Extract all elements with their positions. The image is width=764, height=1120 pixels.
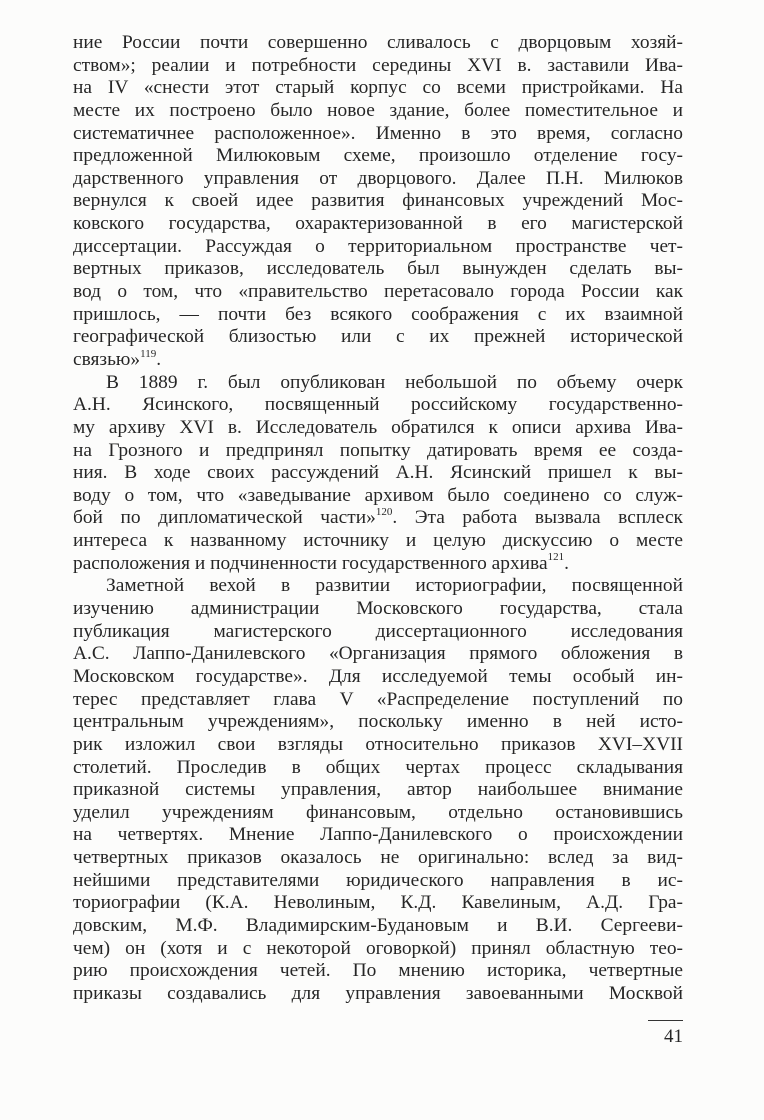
text-segment: расположения и подчиненности государственного архива (73, 552, 548, 574)
text-segment: му архиву XVI в. Исследователь обратился к описи архива Ива- (73, 416, 683, 438)
footnote-reference: 121 (547, 551, 565, 564)
text-line (73, 190, 683, 213)
text-segment: уделил учреждениям финансовым, отдельно остановившись (73, 801, 683, 823)
text-line (73, 711, 683, 734)
text-line (73, 870, 683, 893)
text-segment: ством»; реалии и потребности середины XVI в. заставили Ива- (73, 54, 683, 76)
text-segment: приказы создавались для управления завоеванными Москвой (73, 982, 683, 1004)
text-segment: географической близостью или с их прежней исторической (73, 326, 683, 348)
text-line (73, 258, 683, 281)
text-segment: на Грозного и предпринял попытку датировать время ее созда- (73, 439, 683, 461)
text-line (73, 666, 683, 689)
paragraph (73, 32, 683, 372)
text-segment: ковского государства, охарактеризованной в его магистерской (73, 213, 683, 235)
text-line (73, 621, 683, 644)
text-line (73, 960, 683, 983)
text-line (73, 643, 683, 666)
text-line (73, 938, 683, 961)
text-segment: Московском государстве». Для исследуемой темы особый ин- (73, 665, 683, 687)
footnote-reference: 119 (140, 347, 157, 360)
text-line (73, 394, 683, 417)
text-line (73, 530, 683, 553)
text-segment: терес представляет глава V «Распределение поступлений по (73, 688, 683, 710)
text-line (73, 779, 683, 802)
text-line (73, 326, 683, 349)
text-line (73, 734, 683, 757)
text-segment: . (156, 348, 162, 370)
text-segment: диссертации. Рассуждая о территориальном пространстве чет- (73, 235, 683, 257)
text-line (73, 575, 683, 598)
text-segment: систематичнее расположенное». Именно в это время, согласно (73, 122, 683, 144)
text-line (73, 507, 683, 530)
text-segment: бой по дипломатической части» (73, 507, 376, 529)
text-line (73, 462, 683, 485)
text-line (73, 440, 683, 463)
text-line (73, 349, 683, 372)
text-segment: вернулся к своей идее развития финансовых учреждений Мос- (73, 190, 683, 212)
text-line (73, 32, 683, 55)
text-segment: довским, М.Ф. Владимирским-Будановым и В.И. Сергееви- (73, 914, 683, 936)
text-line (73, 123, 683, 146)
text-line (73, 145, 683, 168)
text-line (73, 485, 683, 508)
text-line (73, 689, 683, 712)
text-segment: рию происхождения четей. По мнению историка, четвертные (73, 960, 683, 982)
text-segment: воду о том, что «заведывание архивом было соединено со служ- (73, 484, 683, 506)
text-segment: предложенной Милюковым схеме, произошло отделение госу- (73, 145, 683, 167)
text-segment: столетий. Проследив в общих чертах процесс складывания (73, 756, 683, 778)
text-segment: изучению администрации Московского государства, стала (73, 598, 683, 620)
text-segment: . Эта работа вызвала всплеск (392, 507, 683, 529)
text-line (73, 598, 683, 621)
text-segment: А.С. Лаппо-Данилевского «Организация прямого обложения в (73, 643, 683, 665)
text-segment: вод о том, что «правительство перетасовало города России как (73, 281, 683, 303)
text-line (73, 372, 683, 395)
text-segment: . (564, 552, 569, 574)
text-line (73, 847, 683, 870)
text-segment: дарственного управления от дворцового. Далее П.Н. Милюков (73, 167, 683, 189)
text-segment: вертных приказов, исследователь был вынужден сделать вы- (73, 258, 683, 280)
page-number: 41 (648, 1020, 683, 1048)
text-line (73, 55, 683, 78)
body-text (73, 32, 683, 1006)
text-line (73, 236, 683, 259)
text-line (73, 553, 683, 576)
paragraph (73, 575, 683, 1005)
text-line (73, 915, 683, 938)
text-segment: публикация магистерского диссертационного исследования (73, 620, 683, 642)
footnote-reference: 120 (375, 505, 393, 518)
text-line (73, 417, 683, 440)
text-segment: центральным учреждениям», поскольку именно в ней исто- (73, 711, 683, 733)
text-segment: интереса к названному источнику и целую дискуссию о месте (73, 530, 683, 552)
text-segment: А.Н. Ясинского, посвященный российскому государственно- (73, 394, 683, 416)
text-segment: на IV «снести этот старый корпус со всеми пристройками. На (73, 77, 683, 99)
text-segment: нейшими представителями юридического направления в ис- (73, 869, 683, 891)
text-segment: приказной системы управления, автор наибольшее внимание (73, 779, 683, 801)
text-segment: месте их построено было новое здание, более поместительное и (73, 99, 683, 121)
text-segment: на четвертях. Мнение Лаппо-Данилевского о происхождении (73, 824, 683, 846)
text-line (73, 757, 683, 780)
text-line (73, 304, 683, 327)
text-segment: В 1889 г. был опубликован небольшой по объему очерк (106, 371, 683, 393)
text-segment: четвертных приказов оказалось не оригинально: вслед за вид- (73, 847, 683, 869)
text-line (73, 824, 683, 847)
text-line (73, 281, 683, 304)
text-segment: ние России почти совершенно сливалось с дворцовым хозяй- (73, 32, 683, 53)
text-line (73, 213, 683, 236)
text-segment: Заметной вехой в развитии историографии, посвященной (106, 575, 683, 597)
text-line (73, 892, 683, 915)
text-line (73, 77, 683, 100)
text-line (73, 802, 683, 825)
text-segment: связью» (73, 348, 141, 370)
paragraph (73, 372, 683, 576)
text-segment: ториографии (К.А. Неволиным, К.Д. Кавелиным, А.Д. Гра- (73, 892, 683, 914)
text-segment: ния. В ходе своих рассуждений А.Н. Ясинский пришел к вы- (73, 462, 683, 484)
text-segment: пришлось, — почти без всякого соображения с их взаимной (73, 303, 683, 325)
text-segment: чем) он (хотя и с некоторой оговоркой) принял областную тео- (73, 937, 683, 959)
text-segment: рик изложил свои взгляды относительно приказов XVI–XVII (73, 733, 683, 755)
text-line (73, 168, 683, 191)
text-line (73, 100, 683, 123)
text-line (73, 983, 683, 1006)
